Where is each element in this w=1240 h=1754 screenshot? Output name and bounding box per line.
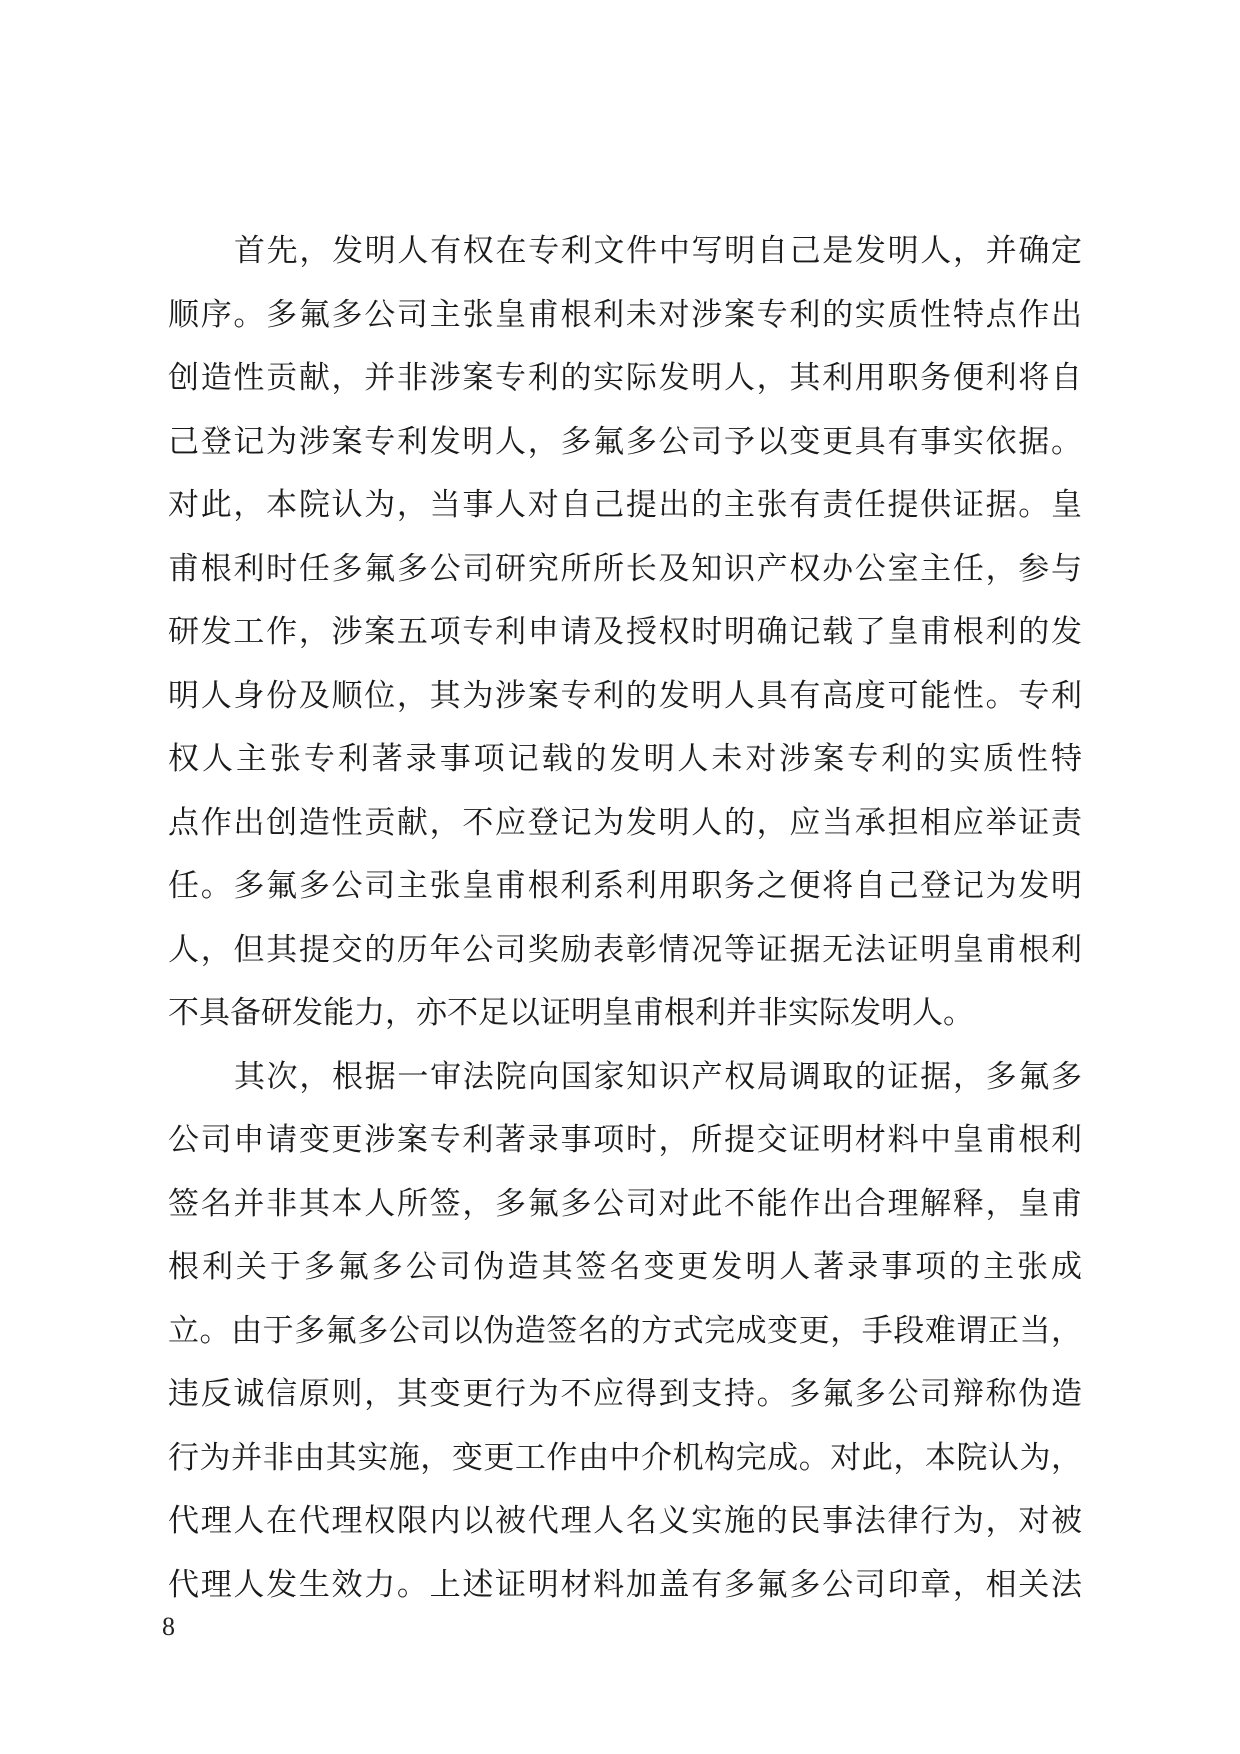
body-text xyxy=(168,220,1082,1617)
text-line: 行为并非由其实施，变更工作由中介机构完成。对此，本院认为， xyxy=(168,1439,1082,1476)
text-line: 签名并非其本人所签，多氟多公司对此不能作出合理解释，皇甫 xyxy=(168,1185,1082,1222)
text-line: 创造性贡献，并非涉案专利的实际发明人，其利用职务便利将自 xyxy=(168,360,1082,396)
text-line: 明人身份及顺位，其为涉案专利的发明人具有高度可能性。专利 xyxy=(168,677,1082,714)
text-line: 甫根利时任多氟多公司研究所所长及知识产权办公室主任，参与 xyxy=(168,550,1082,587)
text-line: 顺序。多氟多公司主张皇甫根利未对涉案专利的实质性特点作出 xyxy=(168,296,1082,333)
text-line: 任。多氟多公司主张皇甫根利系利用职务之便将自己登记为发明 xyxy=(168,868,1082,904)
text-line: 其次，根据一审法院向国家知识产权局调取的证据，多氟多 xyxy=(234,1058,1082,1095)
text-line: 不具备研发能力，亦不足以证明皇甫根利并非实际发明人。 xyxy=(168,995,974,1031)
text-line: 公司申请变更涉案专利著录事项时，所提交证明材料中皇甫根利 xyxy=(168,1122,1082,1158)
page-number: 8 xyxy=(162,1612,175,1641)
paragraph-2 xyxy=(168,1046,1082,1618)
text-line: 代理人在代理权限内以被代理人名义实施的民事法律行为，对被 xyxy=(168,1503,1082,1539)
text-line: 根利关于多氟多公司伪造其签名变更发明人著录事项的主张成 xyxy=(168,1249,1082,1285)
text-line: 研发工作，涉案五项专利申请及授权时明确记载了皇甫根利的发 xyxy=(168,614,1082,650)
text-line: 代理人发生效力。上述证明材料加盖有多氟多公司印章，相关法 xyxy=(168,1566,1082,1603)
text-line: 对此，本院认为，当事人对自己提出的主张有责任提供证据。皇 xyxy=(168,487,1082,523)
text-line: 首先，发明人有权在专利文件中写明自己是发明人，并确定 xyxy=(234,233,1082,269)
text-line: 立。由于多氟多公司以伪造签名的方式完成变更，手段难谓正当， xyxy=(168,1312,1082,1349)
text-line: 人，但其提交的历年公司奖励表彰情况等证据无法证明皇甫根利 xyxy=(168,931,1082,968)
text-line: 点作出创造性贡献，不应登记为发明人的，应当承担相应举证责 xyxy=(168,804,1082,841)
text-line: 违反诚信原则，其变更行为不应得到支持。多氟多公司辩称伪造 xyxy=(168,1376,1082,1412)
text-line: 己登记为涉案专利发明人，多氟多公司予以变更具有事实依据。 xyxy=(168,423,1082,460)
paragraph-1 xyxy=(168,220,1082,1046)
text-line: 权人主张专利著录事项记载的发明人未对涉案专利的实质性特 xyxy=(168,741,1082,777)
